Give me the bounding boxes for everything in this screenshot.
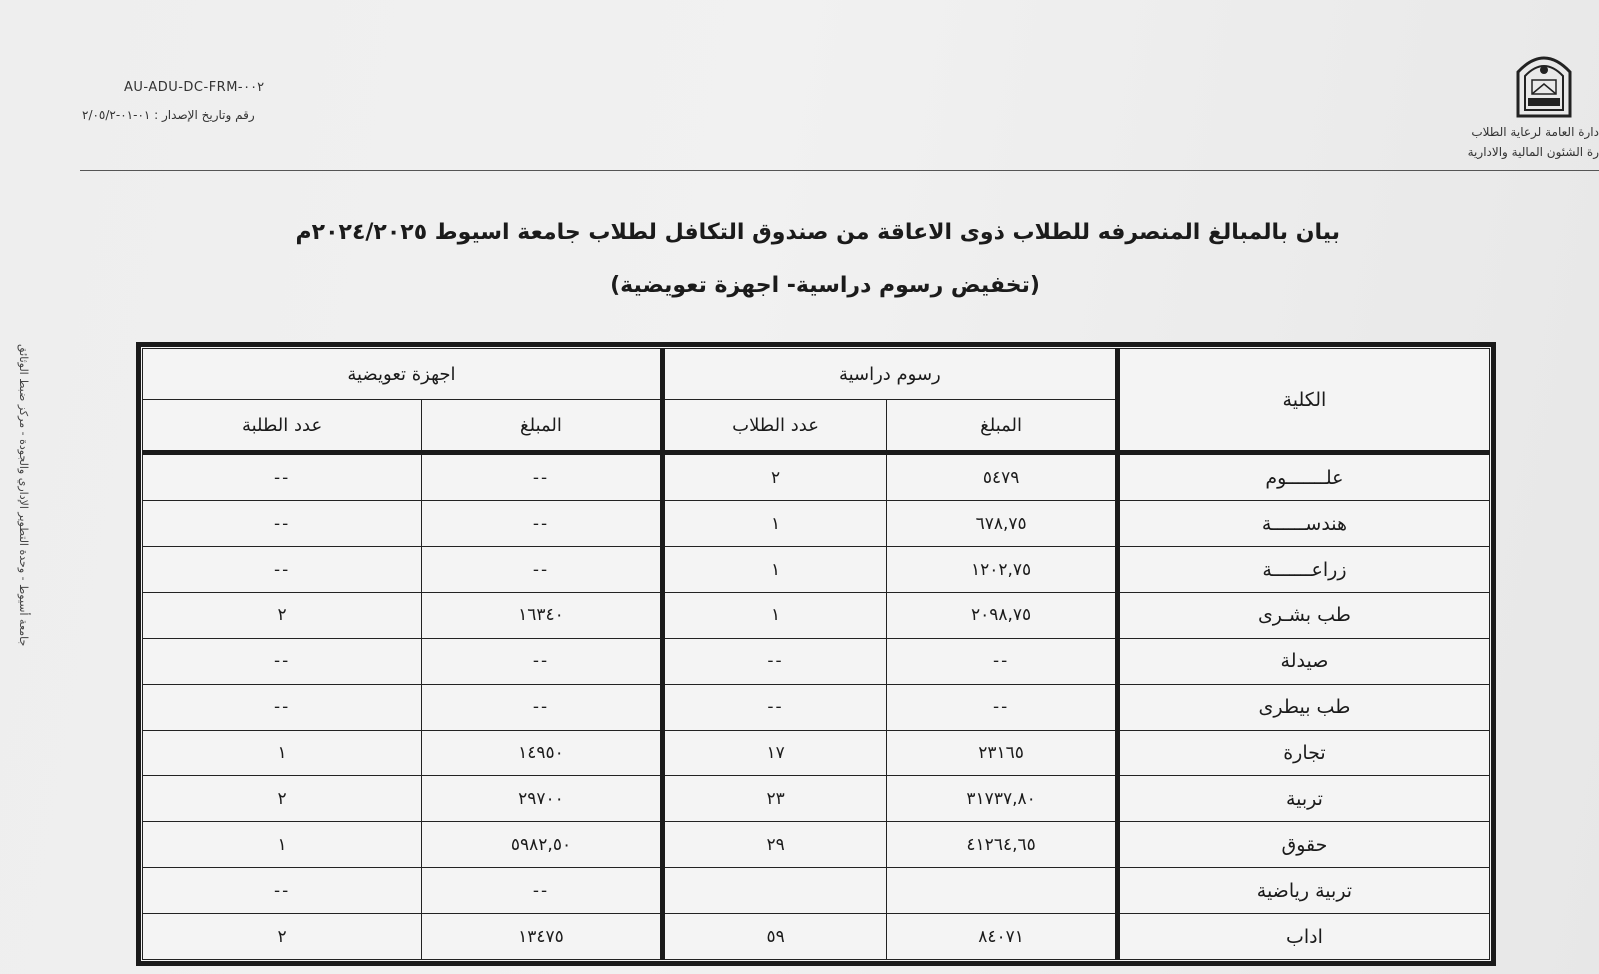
fees-amount-cell: ١٢٠٢,٧٥ (887, 547, 1118, 593)
devices-count-cell: ١ (143, 822, 422, 868)
devices-amount-cell: -- (422, 868, 663, 914)
fees-count-cell: ٢ (662, 453, 886, 501)
table-row (143, 501, 1490, 547)
fees-count-header: عدد الطلاب (662, 400, 886, 453)
college-cell: تربية (1117, 776, 1489, 822)
devices-amount-cell: -- (422, 501, 663, 547)
fees-count-cell: ٢٩ (662, 822, 886, 868)
table-row (143, 684, 1490, 730)
devices-amount-cell: -- (422, 684, 663, 730)
devices-amount-cell: -- (422, 453, 663, 501)
fees-count-cell: ١ (662, 501, 886, 547)
fees-count-cell: ٢٣ (662, 776, 886, 822)
fees-table (142, 348, 1490, 960)
table-row (143, 730, 1490, 776)
devices-count-cell: ٢ (143, 592, 422, 638)
fees-count-cell: -- (662, 638, 886, 684)
fees-amount-header: المبلغ (887, 400, 1118, 453)
document-title: بيان بالمبالغ المنصرفه للطلاب ذوى الاعاقة من صندوق التكافل لطلاب جامعة اسيوط ٢٠٢٤/٢٠٢٥م (295, 220, 1340, 245)
fees-amount-cell: ٢٣١٦٥ (887, 730, 1118, 776)
devices-amount-cell: -- (422, 547, 663, 593)
table-row (143, 776, 1490, 822)
college-cell: تجارة (1117, 730, 1489, 776)
college-cell: صيدلة (1117, 638, 1489, 684)
table-row (143, 592, 1490, 638)
document-subtitle: (تخفيض رسوم دراسية- اجهزة تعويضية) (610, 273, 1040, 298)
college-cell: طب بشـرى (1117, 592, 1489, 638)
table-row (143, 914, 1490, 960)
college-cell: تربية رياضية (1117, 868, 1489, 914)
header-divider (80, 170, 1599, 171)
fees-amount-cell: -- (887, 684, 1118, 730)
devices-group-header: اجهزة تعويضية (143, 349, 663, 400)
fees-count-cell: ٥٩ (662, 914, 886, 960)
org-line-1: دارة العامة لرعاية الطلاب (1471, 125, 1599, 139)
table-row (143, 638, 1490, 684)
fees-count-cell (662, 868, 886, 914)
side-margin-text: جامعة أسيوط - وحدة التطوير الإداري والجودة - مركز ضبط الوثائق (17, 343, 30, 646)
issue-number-date: رقم وتاريخ الإصدار : ٠١-٠١-٢/٠٥/٢ (82, 108, 255, 122)
devices-count-cell: -- (143, 501, 422, 547)
devices-amount-cell: ١٣٤٧٥ (422, 914, 663, 960)
fees-amount-cell: ٨٤٠٧١ (887, 914, 1118, 960)
fees-amount-cell (887, 868, 1118, 914)
devices-count-cell: ٢ (143, 914, 422, 960)
college-cell: علـــــــوم (1117, 453, 1489, 501)
fees-amount-cell: ٦٧٨,٧٥ (887, 501, 1118, 547)
fees-amount-cell: ٢٠٩٨,٧٥ (887, 592, 1118, 638)
college-cell: حقوق (1117, 822, 1489, 868)
college-cell: طب بيطرى (1117, 684, 1489, 730)
devices-amount-cell: ١٦٣٤٠ (422, 592, 663, 638)
fees-count-cell: ١٧ (662, 730, 886, 776)
fees-group-header: رسوم دراسية (662, 349, 1117, 400)
table-row (143, 868, 1490, 914)
table-group-header-row (143, 349, 1490, 400)
document-code: AU-ADU-DC-FRM-٠٠٢ (124, 80, 265, 95)
devices-count-cell: -- (143, 868, 422, 914)
fees-amount-cell: ٥٤٧٩ (887, 453, 1118, 501)
fees-count-cell: ١ (662, 592, 886, 638)
college-cell: اداب (1117, 914, 1489, 960)
org-line-2: رة الشئون المالية والادارية (1467, 145, 1599, 159)
fees-amount-cell: -- (887, 638, 1118, 684)
devices-count-cell: ١ (143, 730, 422, 776)
devices-amount-cell: -- (422, 638, 663, 684)
devices-count-cell: -- (143, 453, 422, 501)
devices-count-cell: -- (143, 547, 422, 593)
college-cell: زراعـــــــة (1117, 547, 1489, 593)
devices-count-cell: -- (143, 638, 422, 684)
table-row (143, 453, 1490, 501)
fees-count-cell: -- (662, 684, 886, 730)
devices-amount-cell: ٢٩٧٠٠ (422, 776, 663, 822)
table-row (143, 547, 1490, 593)
devices-count-header: عدد الطلبة (143, 400, 422, 453)
fees-amount-cell: ٣١٧٣٧,٨٠ (887, 776, 1118, 822)
devices-amount-cell: ١٤٩٥٠ (422, 730, 663, 776)
college-header: الكلية (1117, 349, 1489, 453)
devices-amount-cell: ٥٩٨٢,٥٠ (422, 822, 663, 868)
fees-count-cell: ١ (662, 547, 886, 593)
table-row (143, 822, 1490, 868)
college-cell: هندســــــة (1117, 501, 1489, 547)
devices-count-cell: -- (143, 684, 422, 730)
devices-amount-header: المبلغ (422, 400, 663, 453)
fees-amount-cell: ٤١٢٦٤,٦٥ (887, 822, 1118, 868)
devices-count-cell: ٢ (143, 776, 422, 822)
university-logo-icon (1512, 50, 1576, 118)
